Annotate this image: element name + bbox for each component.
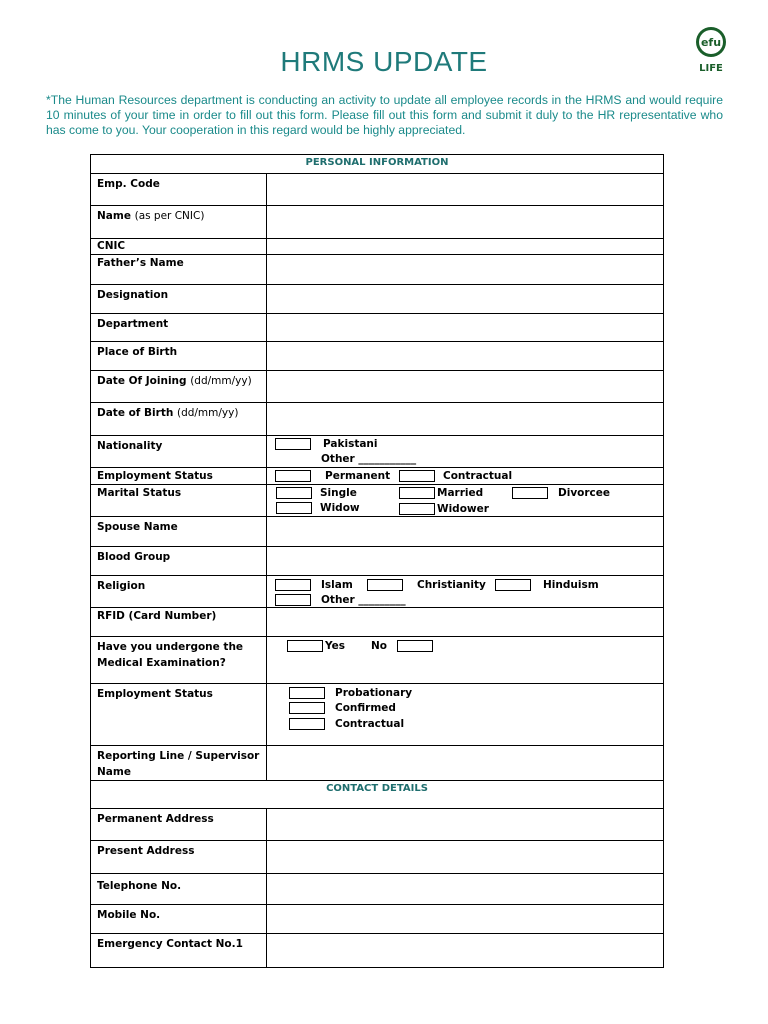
option-pakistani[interactable] bbox=[275, 437, 378, 451]
checkbox-religion-other[interactable] bbox=[275, 594, 311, 606]
row-spouse-name bbox=[91, 516, 663, 546]
option-christianity[interactable] bbox=[367, 578, 486, 592]
row-place-of-birth bbox=[91, 341, 663, 370]
option-no[interactable] bbox=[371, 639, 441, 653]
option-islam-label: Islam bbox=[321, 579, 353, 591]
label-dob-note: (dd/mm/yy) bbox=[176, 407, 239, 419]
option-probationary[interactable] bbox=[289, 686, 412, 700]
checkbox-permanent[interactable] bbox=[275, 470, 311, 482]
label-spouse-name: Spouse Name bbox=[91, 517, 267, 546]
logo-text-top: efu bbox=[700, 36, 722, 49]
option-nationality-other-label: Other ___________ bbox=[321, 453, 417, 465]
input-emergency-contact[interactable] bbox=[267, 934, 663, 967]
option-yes[interactable] bbox=[287, 639, 345, 653]
label-date-of-birth bbox=[91, 403, 267, 435]
label-doj-note: (dd/mm/yy) bbox=[190, 375, 252, 387]
row-reporting-line bbox=[91, 745, 663, 780]
input-place-of-birth[interactable] bbox=[267, 342, 663, 370]
label-religion: Religion bbox=[91, 576, 267, 607]
row-permanent-address bbox=[91, 808, 663, 840]
option-permanent[interactable] bbox=[275, 469, 390, 483]
option-divorcee[interactable] bbox=[512, 486, 610, 500]
label-present-address: Present Address bbox=[91, 841, 267, 873]
section-personal-information: PERSONAL INFORMATION bbox=[305, 157, 449, 168]
label-emergency-contact: Emergency Contact No.1 bbox=[91, 934, 267, 967]
input-blood-group[interactable] bbox=[267, 547, 663, 575]
row-present-address bbox=[91, 840, 663, 873]
option-widow[interactable] bbox=[276, 501, 360, 515]
option-divorcee-label: Divorcee bbox=[558, 487, 611, 499]
row-date-of-birth bbox=[91, 402, 663, 435]
label-name bbox=[91, 206, 267, 238]
option-single[interactable] bbox=[276, 486, 357, 500]
label-department: Department bbox=[91, 314, 267, 341]
input-father-name[interactable] bbox=[267, 255, 663, 284]
input-telephone[interactable] bbox=[267, 874, 663, 904]
religion-options bbox=[267, 576, 663, 607]
label-rfid: RFID (Card Number) bbox=[91, 608, 267, 636]
marital-status-options bbox=[267, 485, 663, 516]
option-contractual-label: Contractual bbox=[443, 470, 513, 482]
option-pakistani-label: Pakistani bbox=[323, 438, 378, 450]
row-medical-examination bbox=[91, 636, 663, 683]
option-married[interactable] bbox=[399, 486, 483, 500]
input-mobile[interactable] bbox=[267, 905, 663, 933]
input-spouse-name[interactable] bbox=[267, 517, 663, 546]
input-present-address[interactable] bbox=[267, 841, 663, 873]
checkbox-single[interactable] bbox=[276, 487, 312, 499]
label-blood-group: Blood Group bbox=[91, 547, 267, 575]
input-emp-code[interactable] bbox=[267, 174, 663, 205]
hrms-form bbox=[90, 154, 664, 968]
input-department[interactable] bbox=[267, 314, 663, 341]
option-yes-label: Yes bbox=[325, 640, 346, 652]
checkbox-islam[interactable] bbox=[275, 579, 311, 591]
checkbox-hinduism[interactable] bbox=[495, 579, 531, 591]
option-hinduism-label: Hinduism bbox=[543, 579, 599, 591]
nationality-options bbox=[267, 436, 663, 467]
row-religion bbox=[91, 575, 663, 607]
row-nationality bbox=[91, 435, 663, 467]
employment-status-options bbox=[267, 468, 663, 484]
row-rfid bbox=[91, 607, 663, 636]
label-cnic: CNIC bbox=[91, 239, 267, 254]
input-permanent-address[interactable] bbox=[267, 809, 663, 840]
row-employment-status bbox=[91, 467, 663, 484]
option-confirmed[interactable] bbox=[289, 701, 396, 715]
checkbox-widower[interactable] bbox=[399, 503, 435, 515]
checkbox-contractual-2[interactable] bbox=[289, 718, 325, 730]
row-employment-status-2 bbox=[91, 683, 663, 745]
option-no-label: No bbox=[371, 640, 388, 652]
checkbox-christianity[interactable] bbox=[367, 579, 403, 591]
medical-options bbox=[267, 637, 663, 683]
label-telephone: Telephone No. bbox=[91, 874, 267, 904]
row-blood-group bbox=[91, 546, 663, 575]
option-islam[interactable] bbox=[275, 578, 353, 592]
input-reporting-line[interactable] bbox=[267, 746, 663, 780]
checkbox-widow[interactable] bbox=[276, 502, 312, 514]
label-dob-text: Date of Birth bbox=[97, 407, 174, 419]
label-permanent-address: Permanent Address bbox=[91, 809, 267, 840]
page-title: HRMS UPDATE bbox=[280, 46, 488, 77]
input-cnic[interactable] bbox=[267, 239, 663, 254]
option-single-label: Single bbox=[320, 487, 357, 499]
checkbox-contractual[interactable] bbox=[399, 470, 435, 482]
label-emp-code: Emp. Code bbox=[91, 174, 267, 205]
section-contact-details: CONTACT DETAILS bbox=[91, 780, 663, 808]
label-name-note: (as per CNIC) bbox=[134, 210, 205, 222]
label-place-of-birth: Place of Birth bbox=[91, 342, 267, 370]
option-contractual[interactable] bbox=[399, 469, 512, 483]
checkbox-married[interactable] bbox=[399, 487, 435, 499]
checkbox-yes[interactable] bbox=[287, 640, 323, 652]
label-name-text: Name bbox=[97, 210, 131, 222]
option-widow-label: Widow bbox=[320, 502, 360, 514]
label-reporting-line: Reporting Line / Supervisor Name bbox=[91, 746, 267, 780]
row-mobile bbox=[91, 904, 663, 933]
option-christianity-label: Christianity bbox=[417, 579, 486, 591]
row-emergency-contact bbox=[91, 933, 663, 967]
employment-status-2-options bbox=[267, 684, 663, 745]
checkbox-divorcee[interactable] bbox=[512, 487, 548, 499]
input-date-of-joining[interactable] bbox=[267, 371, 663, 402]
row-father-name bbox=[91, 254, 663, 284]
label-mobile: Mobile No. bbox=[91, 905, 267, 933]
efu-life-logo bbox=[694, 26, 728, 76]
label-father-name: Father’s Name bbox=[91, 255, 267, 284]
row-designation bbox=[91, 284, 663, 313]
checkbox-confirmed[interactable] bbox=[289, 702, 325, 714]
label-employment-status-2: Employment Status bbox=[91, 684, 267, 745]
label-nationality: Nationality bbox=[91, 436, 267, 467]
label-doj-text: Date Of Joining bbox=[97, 375, 187, 387]
option-married-label: Married bbox=[437, 487, 484, 499]
checkbox-pakistani[interactable] bbox=[275, 438, 311, 450]
checkbox-probationary[interactable] bbox=[289, 687, 325, 699]
option-nationality-other bbox=[321, 452, 416, 466]
row-name bbox=[91, 205, 663, 238]
option-widower-label: Widower bbox=[437, 503, 489, 515]
option-permanent-label: Permanent bbox=[325, 470, 391, 482]
label-marital-status: Marital Status bbox=[91, 485, 267, 516]
row-cnic bbox=[91, 238, 663, 254]
option-religion-other-label: Other _________ bbox=[321, 594, 406, 606]
label-medical-examination: Have you undergone the Medical Examination? bbox=[91, 637, 267, 683]
intro-text: *The Human Resources department is conducting an activity to update all employee records in the HRMS and would require 10 minutes of your time in order to fill out this form. Please fill out this form and submit it duly to the HR representative who has come to you. Your cooperation in this regard would be highly appreciated. bbox=[46, 93, 723, 138]
input-designation[interactable] bbox=[267, 285, 663, 313]
logo-text-bottom: LIFE bbox=[699, 63, 723, 74]
row-date-of-joining bbox=[91, 370, 663, 402]
row-telephone bbox=[91, 873, 663, 904]
input-rfid[interactable] bbox=[267, 608, 663, 636]
input-date-of-birth[interactable] bbox=[267, 403, 663, 435]
input-name[interactable] bbox=[267, 206, 663, 238]
option-widower[interactable] bbox=[399, 502, 489, 516]
label-designation: Designation bbox=[91, 285, 267, 313]
row-department bbox=[91, 313, 663, 341]
option-hinduism[interactable] bbox=[495, 578, 599, 592]
label-date-of-joining bbox=[91, 371, 267, 402]
option-contractual-2-label: Contractual bbox=[335, 718, 405, 730]
row-marital-status bbox=[91, 484, 663, 516]
option-religion-other[interactable] bbox=[275, 593, 406, 607]
label-employment-status: Employment Status bbox=[91, 468, 267, 484]
option-probationary-label: Probationary bbox=[335, 687, 413, 699]
option-confirmed-label: Confirmed bbox=[335, 702, 396, 714]
option-contractual-2[interactable] bbox=[289, 717, 404, 731]
checkbox-no[interactable] bbox=[397, 640, 433, 652]
row-emp-code bbox=[91, 173, 663, 205]
